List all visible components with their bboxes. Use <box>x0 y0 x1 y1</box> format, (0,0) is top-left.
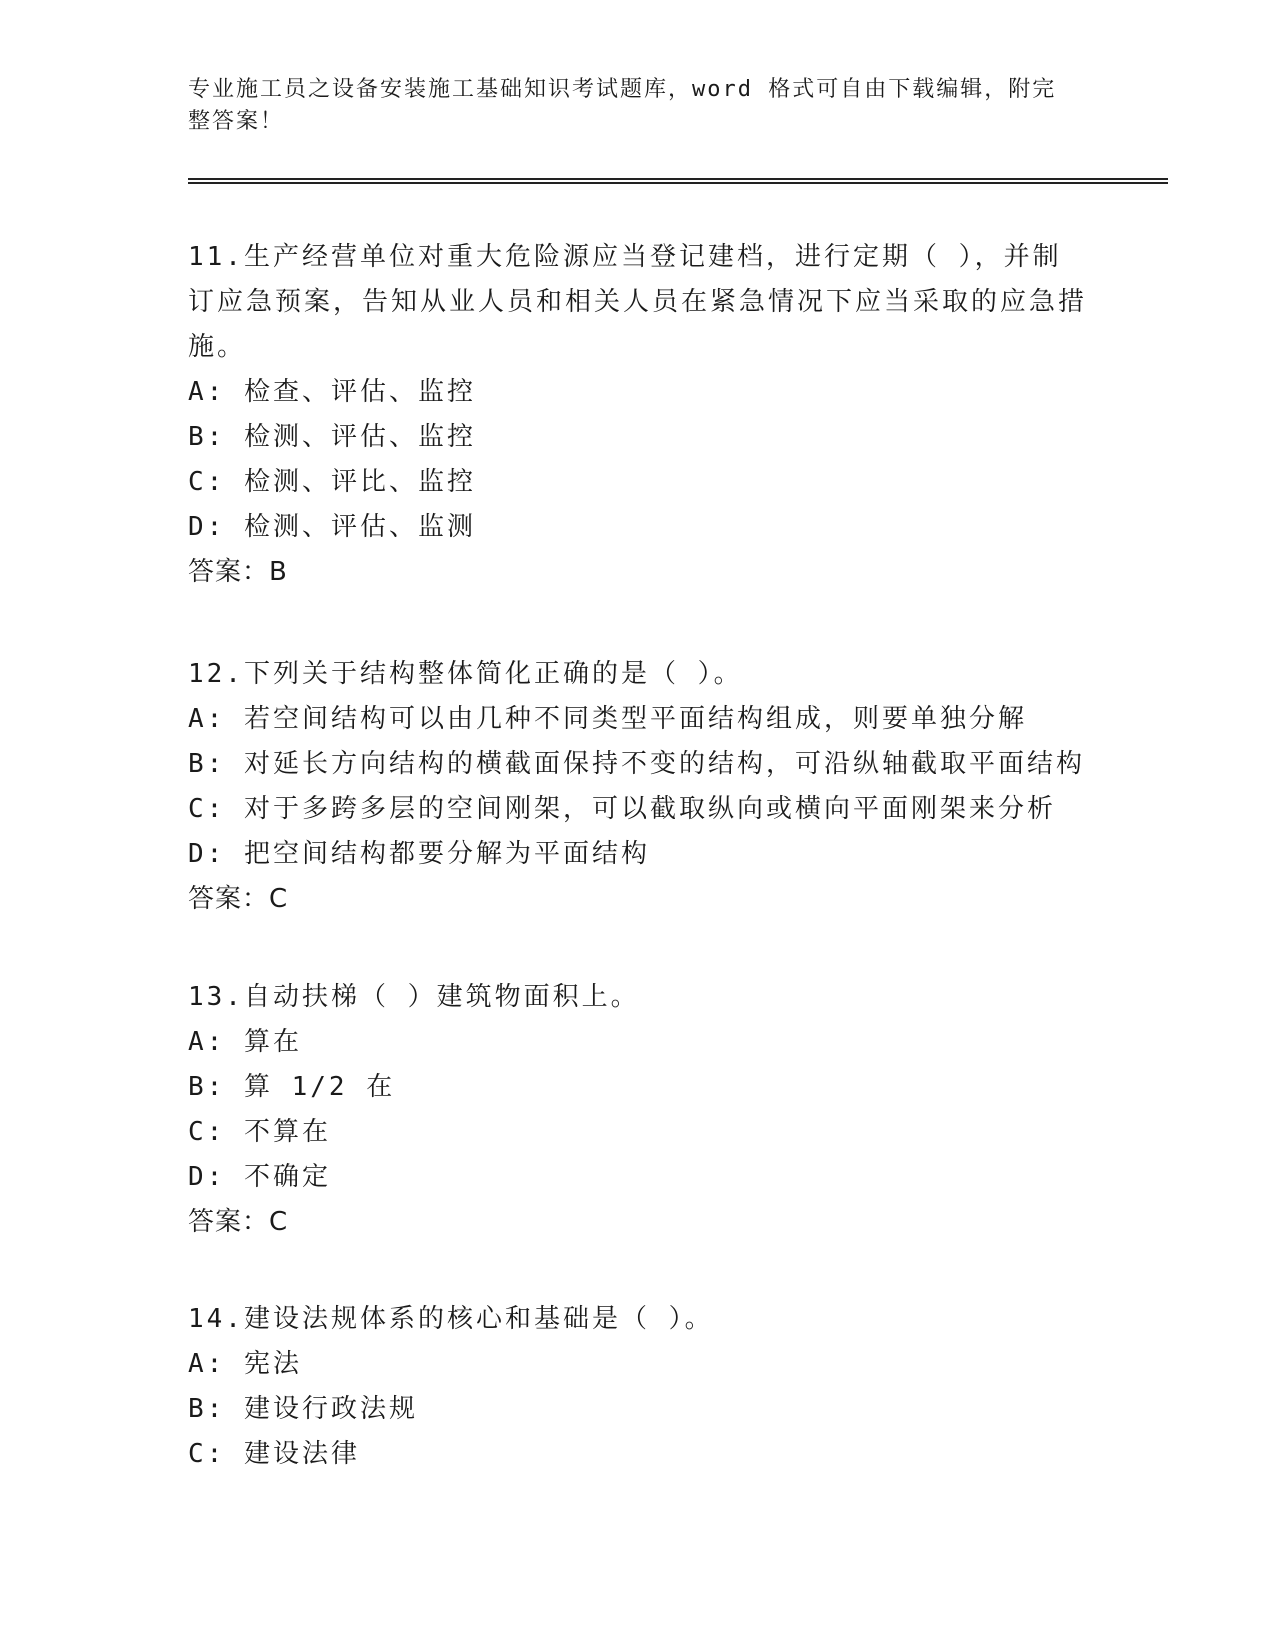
option-b: B: 对延长方向结构的横截面保持不变的结构，可沿纵轴截取平面结构 <box>188 749 1085 779</box>
option-c: C: 对于多跨多层的空间刚架，可以截取纵向或横向平面刚架来分析 <box>188 794 1056 824</box>
question-12 <box>188 652 1088 922</box>
answer-line: 答案：C <box>188 884 289 914</box>
option-d: D: 把空间结构都要分解为平面结构 <box>188 839 650 869</box>
option-d: D: 不确定 <box>188 1162 331 1192</box>
question-stem: 14.建设法规体系的核心和基础是（ ）。 <box>188 1304 714 1334</box>
option-c: C: 检测、评比、监控 <box>188 467 476 497</box>
header-double-rule <box>188 178 1168 184</box>
question-stem: 13.自动扶梯（ ）建筑物面积上。 <box>188 982 640 1012</box>
option-b: B: 算 1/2 在 <box>188 1072 396 1102</box>
answer-line: 答案：C <box>188 1207 289 1237</box>
option-a: A: 检查、评估、监控 <box>188 377 476 407</box>
question-13 <box>188 975 1088 1245</box>
option-c: C: 建设法律 <box>188 1439 360 1469</box>
option-d: D: 检测、评估、监测 <box>188 512 476 542</box>
document-header-text: 专业施工员之设备安装施工基础知识考试题库，word 格式可自由下载编辑，附完整答案！ <box>188 77 1057 134</box>
question-14 <box>188 1297 1088 1477</box>
question-11 <box>188 235 1088 595</box>
option-a: A: 若空间结构可以由几种不同类型平面结构组成，则要单独分解 <box>188 704 1027 734</box>
question-stem: 11.生产经营单位对重大危险源应当登记建档，进行定期（ ），并制订应急预案，告知从业人员和相关人员在紧急情况下应当采取的应急措施。 <box>188 242 1088 362</box>
option-a: A: 宪法 <box>188 1349 302 1379</box>
answer-line: 答案：B <box>188 557 288 587</box>
option-b: B: 建设行政法规 <box>188 1394 418 1424</box>
option-c: C: 不算在 <box>188 1117 331 1147</box>
option-b: B: 检测、评估、监控 <box>188 422 476 452</box>
option-a: A: 算在 <box>188 1027 302 1057</box>
question-stem: 12.下列关于结构整体简化正确的是（ ）。 <box>188 659 743 689</box>
